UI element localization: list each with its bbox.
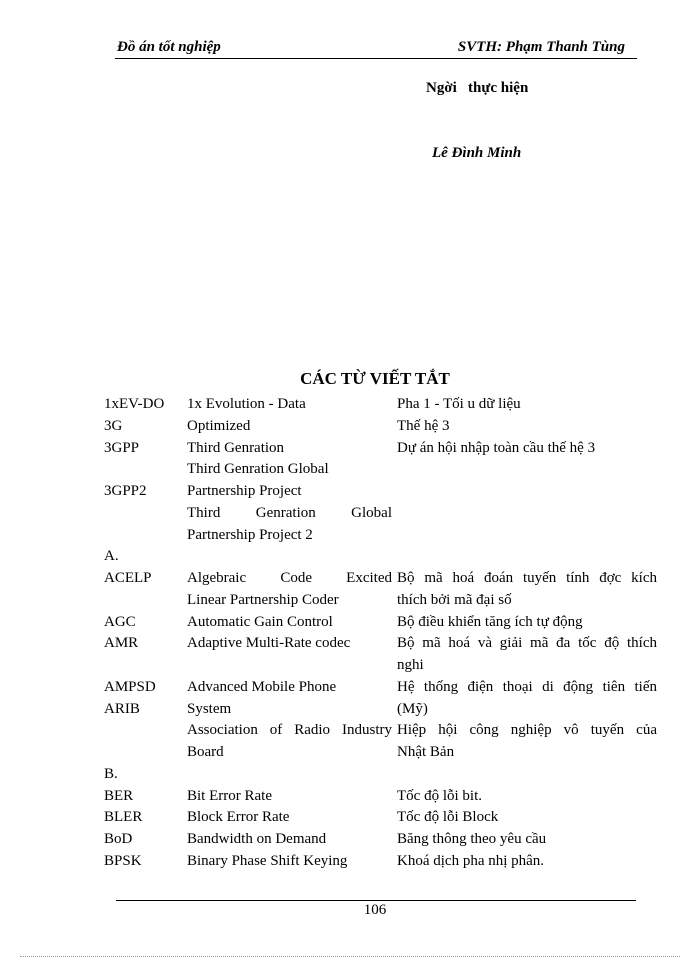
signer-role: Ngời thực hiện: [426, 80, 529, 96]
term-cell: Adaptive Multi-Rate codec: [187, 635, 351, 652]
meaning-cell: Tốc độ lỗi bit.: [397, 787, 482, 804]
meaning-cell: nghi: [397, 657, 424, 673]
term-cell: Third Genration Global: [187, 461, 329, 478]
meaning-cell: Pha 1 - Tối u dữ liệu: [397, 396, 521, 412]
term-cell: Automatic Gain Control: [187, 613, 333, 630]
abbreviation-cell: BPSK: [104, 852, 142, 869]
term-cell: Advanced Mobile Phone: [187, 678, 337, 695]
term-cell: Optimized: [187, 417, 251, 434]
signer-name: Lê Đình Minh: [432, 145, 522, 161]
meaning-cell: Thế hệ 3: [397, 417, 450, 434]
term-cell: Algebraic Code Excited: [187, 570, 392, 586]
header-student-label: SVTH: Phạm Thanh Tùng: [457, 39, 625, 55]
abbreviation-cell: A.: [104, 548, 119, 565]
abbreviation-cell: AMPSD: [104, 678, 156, 695]
abbreviation-cell: BoD: [104, 831, 133, 847]
term-cell: System: [187, 700, 232, 717]
page-bottom-border: [20, 956, 680, 957]
abbreviation-cell: ACELP: [104, 570, 152, 586]
term-cell: Block Error Rate: [187, 809, 290, 826]
abbreviation-cell: BER: [104, 787, 134, 804]
meaning-cell: Bộ mã hoá đoán tuyến tính đợc kích: [397, 570, 657, 586]
term-cell: Partnership Project 2: [187, 526, 313, 543]
meaning-cell: thích bởi mã đại số: [397, 591, 512, 608]
abbreviation-cell: 1xEV-DO: [104, 396, 165, 412]
meaning-cell: Khoá dịch pha nhị phân.: [397, 852, 545, 869]
term-cell: Association of Radio Industry: [187, 722, 392, 739]
term-cell: Binary Phase Shift Keying: [187, 852, 348, 869]
meaning-cell: Bộ điều khiển tăng ích tự động: [397, 613, 583, 630]
term-cell: Linear Partnership Coder: [187, 591, 339, 608]
abbreviation-cell: BLER: [104, 809, 143, 826]
meaning-cell: Hiệp hội công nghiệp vô tuyến của: [397, 722, 657, 739]
term-cell: Third Genration: [187, 439, 285, 456]
abbreviation-cell: B.: [104, 765, 118, 782]
term-cell: 1x Evolution - Data: [187, 396, 306, 412]
meaning-cell: Nhật Bản: [397, 744, 455, 760]
abbreviation-cell: AMR: [104, 635, 139, 652]
page-number: 106: [363, 902, 387, 918]
abbreviations-title: CÁC TỪ VIẾT TẮT: [300, 369, 450, 388]
abbreviation-cell: 3GPP: [104, 439, 140, 456]
page-header: [115, 38, 637, 59]
abbreviation-cell: 3GPP2: [104, 483, 147, 499]
abbreviation-cell: 3G: [104, 417, 123, 434]
term-cell: Bit Error Rate: [187, 787, 272, 804]
meaning-cell: Bộ mã hoá và giải mã đa tốc độ thích: [397, 635, 657, 652]
footer-divider: [116, 900, 636, 901]
meaning-cell: Băng thông theo yêu cầu: [397, 831, 547, 847]
meaning-cell: Tốc độ lỗi Block: [397, 809, 499, 826]
meaning-cell: Dự án hội nhập toàn cầu thế hệ 3: [397, 439, 596, 456]
meaning-cell: (Mỹ): [397, 700, 428, 717]
abbreviation-cell: ARIB: [104, 700, 140, 717]
term-cell: Board: [187, 744, 224, 760]
abbreviation-cell: AGC: [104, 613, 136, 630]
term-cell: Partnership Project: [187, 483, 302, 499]
term-cell: Bandwidth on Demand: [187, 831, 327, 847]
meaning-cell: Hệ thống điện thoại di động tiên tiến: [397, 678, 657, 695]
term-cell: Third Genration Global: [187, 504, 392, 521]
header-project-label: Đồ án tốt nghiệp: [117, 39, 221, 55]
